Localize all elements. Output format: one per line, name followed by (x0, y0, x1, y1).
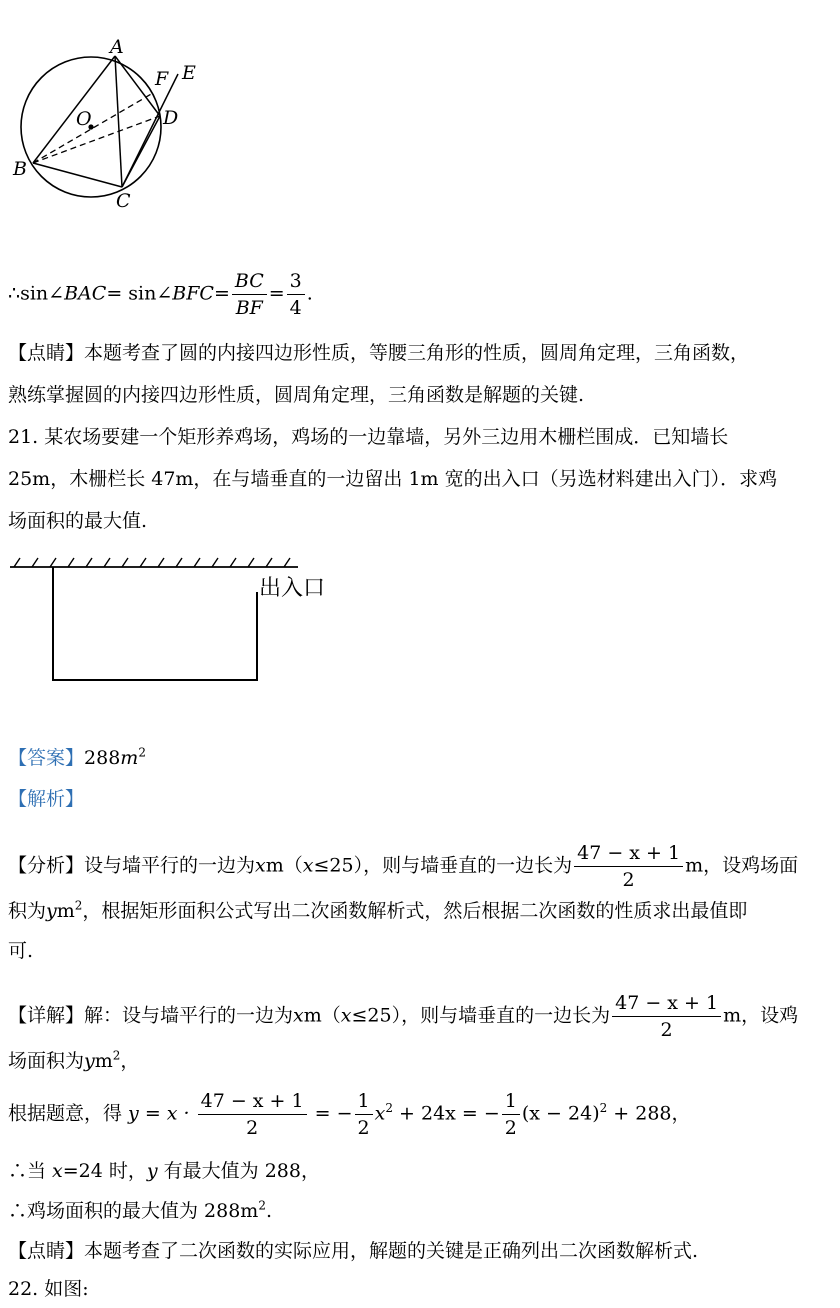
fraction-perpendicular-2: $\frac{47 - x + 1}{2}$ (612, 990, 721, 1043)
label-c: C (116, 190, 131, 212)
answer-line: 【答案】$288m^2$ (8, 745, 146, 769)
q22-line: 22. 如图: (8, 1278, 89, 1300)
segment-ac (115, 56, 122, 187)
entrance-label: 出入口 (259, 576, 326, 601)
equation-area: 根据题意，得 y = x · $\frac{47 - x + 1}{2}$ = − $\frac{1}{2}$ $x^2 + 24x$ = − $\frac{1}{2}$ $(x - 24)^2 + 288$， (8, 1090, 691, 1139)
fence (53, 567, 257, 680)
segment-ad (115, 56, 160, 116)
circle-diagram (0, 30, 230, 220)
enclosure-diagram (0, 555, 300, 685)
xiangjie-line1: 【详解】解：设与墙平行的一边为xm（x≤25），则与墙垂直的一边长为 $\frac{47 - x + 1}{2}$ m，设鸡 (8, 992, 799, 1041)
geometry-figure (0, 30, 230, 220)
label-d: D (163, 107, 179, 129)
result-line2: ∴鸡场面积的最大值为 $288m^2$. (8, 1198, 273, 1222)
segment-ba (33, 56, 115, 163)
xiangjie-line2: 场面积为$ym^2$， (8, 1048, 140, 1072)
fraction-3-4: $\frac{3}{4}$ (287, 268, 305, 321)
q21-line2: 25m，木栅栏长 47m，在与墙垂直的一边留出 1m 宽的出入口（另选材料建出入门）．求鸡 (8, 468, 778, 490)
fraction-side: $\frac{47 - x + 1}{2}$ (198, 1088, 307, 1141)
label-f: F (155, 68, 169, 90)
note1-line2: 熟练掌握圆的内接四边形性质，圆周角定理，三角函数是解题的关键. (8, 384, 585, 406)
segment-bc (33, 163, 122, 187)
note1-line1: 【点睛】本题考查了圆的内接四边形性质，等腰三角形的性质，圆周角定理，三角函数， (8, 342, 750, 364)
fraction-bc-bf: $\frac{BC}{BF}$ (232, 268, 267, 321)
label-a: A (110, 36, 124, 58)
wall-hatching (14, 558, 290, 567)
analysis-tag: 【解析】 (8, 788, 85, 810)
note2-line: 【点睛】本题考查了二次函数的实际应用，解题的关键是正确列出二次函数解析式. (8, 1240, 699, 1262)
fraction-half-1: $\frac{1}{2}$ (355, 1088, 373, 1141)
label-e: E (182, 62, 196, 84)
segment-bd-dashed (33, 116, 160, 163)
q21-line1: 21. 某农场要建一个矩形养鸡场，鸡场的一边靠墙，另外三边用木栅栏围成．已知墙长 (8, 426, 729, 448)
q21-line3: 场面积的最大值. (8, 510, 148, 532)
enclosure-figure (0, 555, 340, 685)
label-o: O (76, 108, 92, 130)
fenxi-line3: 可. (8, 940, 34, 962)
fenxi-line1: 【分析】设与墙平行的一边为xm（x≤25），则与墙垂直的一边长为 $\frac{47 - x + 1}{2}$ m，设鸡场面 (8, 842, 799, 891)
fraction-perpendicular: $\frac{47 - x + 1}{2}$ (574, 840, 683, 893)
segment-ce (122, 74, 178, 187)
equation-sin: ∴sin∠BAC= sin∠BFC= $\frac{BC}{BF}$ = $\frac{3}{4}$ . (8, 270, 313, 319)
fenxi-line2: 积为$ym^2$，根据矩形面积公式写出二次函数解析式，然后根据二次函数的性质求出最值即 (8, 898, 748, 922)
fraction-half-2: $\frac{1}{2}$ (502, 1088, 520, 1141)
label-b: B (13, 158, 27, 180)
result-line1: ∴当 x=24 时，y 有最大值为 288， (8, 1160, 320, 1182)
